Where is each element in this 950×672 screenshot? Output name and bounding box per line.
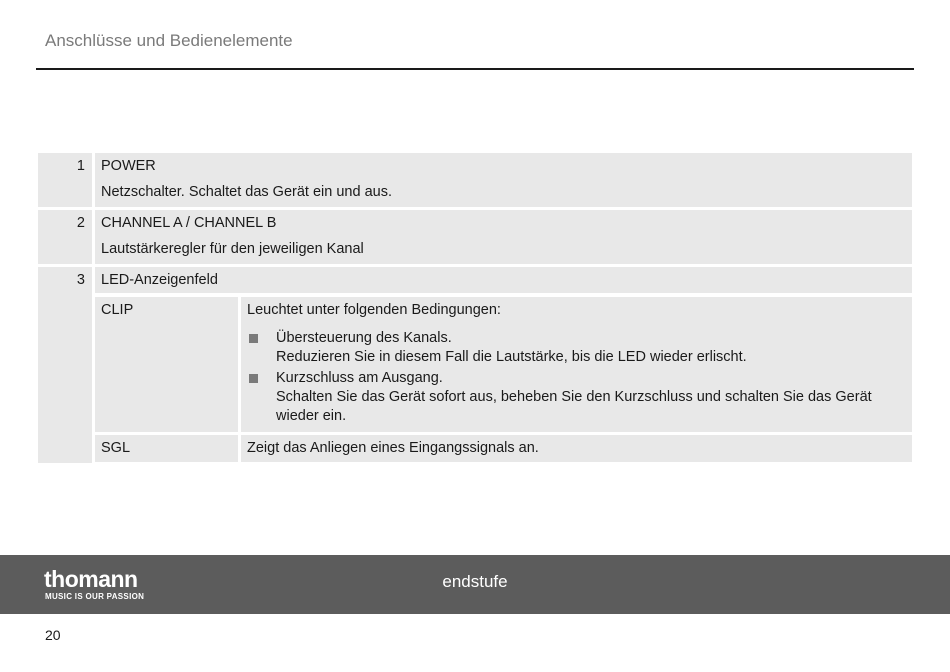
clip-bullet-2 <box>247 369 906 426</box>
logo-tagline: MUSIC IS OUR PASSION <box>45 592 145 601</box>
row-3-title: LED-Anzeigenfeld <box>95 267 912 293</box>
sgl-description: Zeigt das Anliegen eines Eingangssignals an. <box>241 435 912 462</box>
row-1-number: 1 <box>38 153 92 207</box>
row-1-content <box>95 153 912 207</box>
page-number: 20 <box>45 627 61 643</box>
sgl-label: SGL <box>95 435 238 462</box>
row-1-title: POWER <box>101 158 156 174</box>
row-2-title: CHANNEL A / CHANNEL B <box>101 215 277 231</box>
row-2-number: 2 <box>38 210 92 264</box>
row-1-description: Netzschalter. Schaltet das Gerät ein und aus. <box>101 184 392 200</box>
square-bullet-icon <box>249 374 258 383</box>
clip-bullet-1-body: Reduzieren Sie in diesem Fall die Lautstärke, bis die LED wieder erlischt. <box>276 349 747 365</box>
header-divider <box>36 68 914 70</box>
product-name: endstufe <box>442 572 508 591</box>
clip-bullet-1 <box>247 329 906 367</box>
clip-description <box>241 297 912 432</box>
row-2-content <box>95 210 912 264</box>
square-bullet-icon <box>249 334 258 343</box>
clip-bullet-2-head: Kurzschluss am Ausgang. <box>276 370 443 386</box>
clip-bullet-1-head: Übersteuerung des Kanals. <box>276 330 452 346</box>
thomann-logo: thomann <box>44 566 138 592</box>
clip-intro: Leuchtet unter folgenden Bedingungen: <box>247 302 501 318</box>
clip-label: CLIP <box>95 297 238 432</box>
row-2-description: Lautstärkeregler für den jeweiligen Kanal <box>101 241 364 257</box>
clip-bullet-2-body: Schalten Sie das Gerät sofort aus, beheben Sie den Kurzschluss und schalten Sie das Gerät wieder ein. <box>276 389 872 424</box>
row-3-number: 3 <box>38 267 92 463</box>
page-header-title: Anschlüsse und Bedienelemente <box>45 31 293 50</box>
